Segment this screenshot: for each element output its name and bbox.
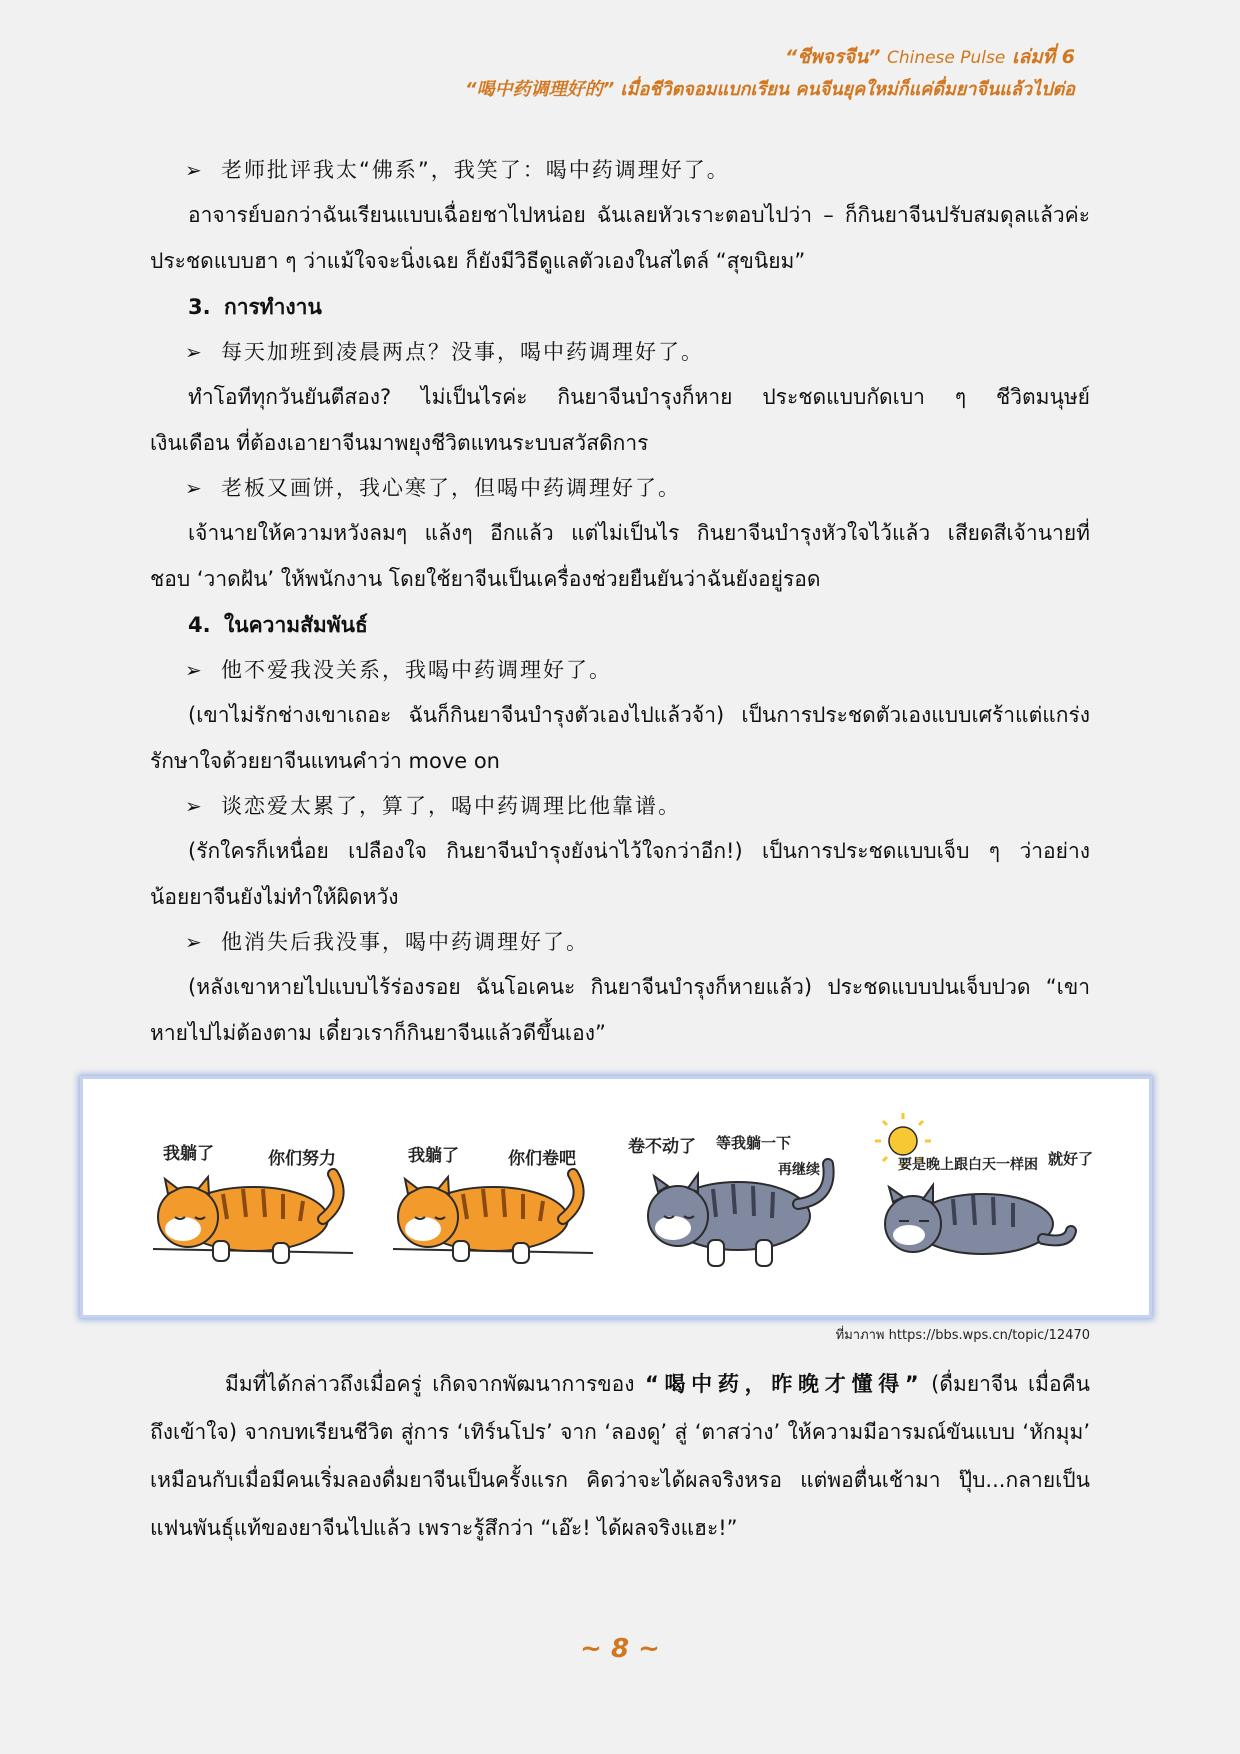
explain-line: (หลังเขาหายไปแบบไร้ร่องรอย ฉันโอเคนะ กินยาจีนบำรุงก็หายแล้ว) ประชดแบบปนเจ็บปวด “เขา [188,975,1090,999]
closing-paragraph [150,1360,1090,1552]
bullet-love-2 [150,784,1090,828]
cat-caption: 我躺了 [408,1146,459,1166]
section-title: ในความสัมพันธ์ [224,613,368,637]
bullet-text: 老板又画饼，我心寒了，但喝中药调理好了。 [221,476,681,500]
cat-caption: 再继续 [778,1162,820,1178]
explain-line: หายไปไม่ต้องตาม เดี๋ยวเราก็กินยาจีนแล้วดีขึ้นเอง” [150,1021,606,1045]
cat-caption: 你们卷吧 [508,1149,576,1169]
section-heading-love [150,602,1090,648]
sleeping-cat-3 [628,1134,829,1266]
closing-line-2: ถึงเข้าใจ) จากบทเรียนชีวิต สู่การ ‘เทิร์นโปร’ จาก ‘ลองดู’ สู่ ‘ตาสว่าง’ ให้ความมีอารมณ์ขันแบบ ‘หักมุม’ [150,1420,1090,1444]
sleeping-cat-1 [153,1143,353,1263]
article-title: “喝中药调理好的” เมื่อชีวิตจอมแบกเรียน คนจีนยุคใหม่ก็แค่ดื่มยาจีนแล้วไปต่อ [464,79,1075,100]
arrow-bullet-icon: ➢ [185,794,202,818]
explain-line: ทำโอทีทุกวันยันตีสอง? ไม่เป็นไรค่ะ กินยาจีนบำรุงก็หาย ประชดแบบกัดเบา ๆ ชีวิตมนุษย์ [188,385,1090,409]
page-number: ~ 8 ~ [580,1634,660,1664]
image-caption: ที่มาภาพ https://bbs.wps.cn/topic/12470 [835,1328,1090,1343]
bullet-text: 他不爱我没关系，我喝中药调理好了。 [221,658,612,682]
header-series [465,42,1075,73]
cat-meme-svg [83,1079,1149,1315]
arrow-bullet-icon: ➢ [185,930,202,954]
sleeping-cat-2 [393,1145,593,1263]
closing-bold-phrase: “喝中药，昨晚才懂得” [644,1372,921,1396]
explain-line: เจ้านายให้ความหวังลมๆ แล้งๆ อีกแล้ว แต่ไม่เป็นไร กินยาจีนบำรุงหัวใจไว้แล้ว เสียดสีเจ้านายที่ [188,521,1090,545]
cat-caption: 你们努力 [268,1149,336,1169]
closing-line-4: แฟนพันธุ์แท้ของยาจีนไปแล้ว เพราะรู้สึกว่า “เอ๊ะ! ได้ผลจริงแฮะ!” [150,1516,738,1540]
arrow-bullet-icon: ➢ [185,476,202,500]
explain-line: (เขาไม่รักช่างเขาเถอะ ฉันก็กินยาจีนบำรุงตัวเองไปแล้วจ้า) เป็นการประชดตัวเองแบบเศร้าแต่แกร่ง [188,703,1090,727]
cat-caption: 要是晚上跟白天一样困 [898,1157,1038,1173]
explain-line: ชอบ ‘วาดฝัน’ ให้พนักงาน โดยใช้ยาจีนเป็นเครื่องช่วยยืนยันว่าฉันยังอยู่รอด [150,567,821,591]
cat-caption: 就好了 [1048,1150,1094,1168]
bullet-love-3 [150,920,1090,964]
explain-line: เงินเดือน ที่ต้องเอายาจีนมาพยุงชีวิตแทนระบบสวัสดิการ [150,431,649,455]
section-title: การทำงาน [224,295,322,319]
explain-line: อาจารย์บอกว่าฉันเรียนแบบเฉื่อยชาไปหน่อย ฉันเลยหัวเราะตอบไปว่า – ก็กินยาจีนปรับสมดุลแล้วค่ะ [188,203,1090,227]
explain-line: รักษาใจด้วยยาจีนแทนคำว่า move on [150,749,500,773]
bullet-text: 谈恋爱太累了，算了，喝中药调理比他靠谱。 [221,794,681,818]
main-content [150,148,1090,1056]
closing-text: (ดื่มยาจีน เมื่อคืน [920,1372,1091,1396]
bullet-text: 他消失后我没事，喝中药调理好了。 [221,930,589,954]
cat-caption: 卷不动了 [628,1137,696,1157]
bullet-study [150,148,1090,192]
cat-meme-illustration [80,1076,1152,1318]
series-en: Chinese Pulse [886,48,1006,68]
bullet-text: 每天加班到凌晨两点？没事，喝中药调理好了。 [221,340,704,364]
explain-line: น้อยยาจีนยังไม่ทำให้ผิดหวัง [150,885,399,909]
bullet-text: 老师批评我太“佛系”，我笑了：喝中药调理好了。 [221,158,730,182]
bullet-work-1 [150,330,1090,374]
closing-line-3: เหมือนกับเมื่อมีคนเริ่มลองดื่มยาจีนเป็นครั้งแรก คิดว่าจะได้ผลจริงหรอ แต่พอตื่นเช้ามา ปุ๊บ...กลายเป็น [150,1468,1090,1492]
arrow-bullet-icon: ➢ [185,340,202,364]
sleeping-cat-4 [875,1113,1093,1254]
section-number: 4. [188,613,211,637]
section-number: 3. [188,295,211,319]
series-title: “ชีพจรจีน” [784,46,881,68]
arrow-bullet-icon: ➢ [185,158,202,182]
explain-line: (รักใครก็เหนื่อย เปลืองใจ กินยาจีนบำรุงยังน่าไว้ใจกว่าอีก!) เป็นการประชดแบบเจ็บ ๆ ว่าอย่าง [188,839,1090,863]
section-heading-work [150,284,1090,330]
arrow-bullet-icon: ➢ [185,658,202,682]
explain-line: ประชดแบบฮา ๆ ว่าแม้ใจจะนิ่งเฉย ก็ยังมีวิธีดูแลตัวเองในสไตล์ “สุขนิยม” [150,249,806,273]
volume-label: เล่มที่ 6 [1011,46,1075,68]
page-header [465,42,1075,107]
closing-line-1 [150,1360,1090,1408]
cat-caption: 等我躺一下 [716,1134,792,1152]
bullet-work-2 [150,466,1090,510]
bullet-love-1 [150,648,1090,692]
closing-text: มีมที่ได้กล่าวถึงเมื่อครู่ เกิดจากพัฒนาการของ [225,1372,645,1396]
cat-caption: 我躺了 [163,1144,214,1164]
